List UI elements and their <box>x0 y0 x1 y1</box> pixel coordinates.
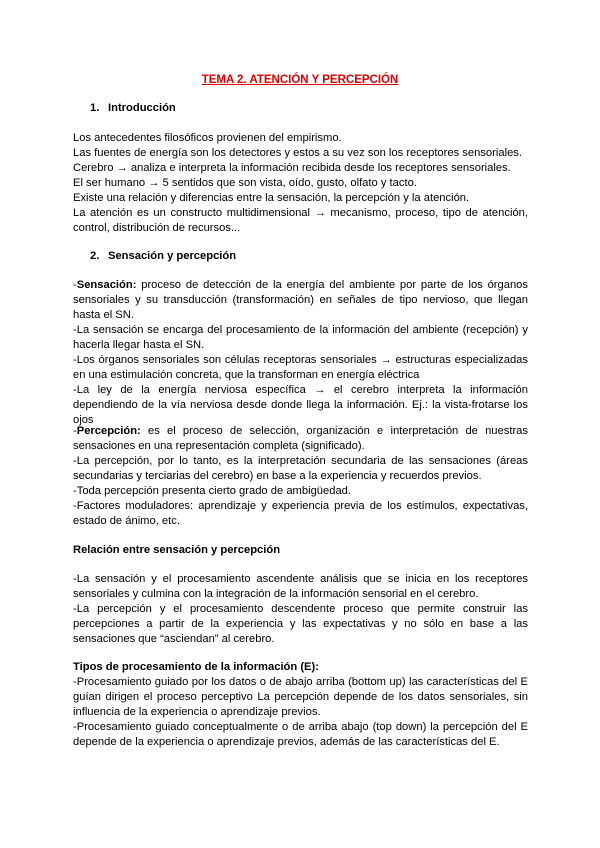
percepcion-item: -Factores moduladores: aprendizaje y experiencia previa de los estímulos, expectativas, estado de ánimo, etc. <box>73 500 528 527</box>
percepcion-block <box>73 424 528 529</box>
percepcion-item: -Toda percepción presenta cierto grado de ambigüedad. <box>73 485 352 497</box>
relacion-heading: Relación entre sensación y percepción <box>73 544 281 556</box>
section-2-heading <box>90 249 236 264</box>
section-2-number: 2. <box>90 250 100 262</box>
intro-line: Los antecedentes filosóficos provienen del empirismo. <box>73 132 342 144</box>
relacion-block <box>73 572 528 647</box>
intro-line: Cerebro → analiza e interpreta la información recibida desde los receptores sensoriales. <box>73 162 511 174</box>
sensacion-item: -La sensación se encarga del procesamiento de la información del ambiente (recepción) y hacerla llegar hasta el SN. <box>73 324 528 351</box>
percepcion-prefix: - <box>73 425 77 437</box>
sensacion-item: -Los órganos sensoriales son células receptoras sensoriales → estructuras especializadas en una estimulación concreta, que la transforman en energía eléctrica <box>73 354 528 381</box>
tipos-heading: Tipos de procesamiento de la información (E): <box>73 661 319 673</box>
tipos-item: -Procesamiento guiado por los datos o de abajo arriba (bottom up) las características del E guían dirigen el proceso perceptivo La percepción depende de los datos sensoriales, sin influencia de la experiencia o aprendizaje previos. <box>73 676 528 718</box>
sensacion-block <box>73 278 528 428</box>
document-title: TEMA 2. ATENCIÓN Y PERCEPCIÓN <box>201 74 399 86</box>
sensacion-term: Sensación: <box>76 279 137 291</box>
intro-line: Existe una relación y diferencias entre la sensación, la percepción y la atención. <box>73 192 470 204</box>
sensacion-text: proceso de detección de la energía del ambiente por parte de los órganos sensoriales y su transducción (transformación) en señales de tipo nervioso, que llegan hasta el SN. <box>73 279 528 321</box>
intro-line: La atención es un constructo multidimensional → mecanismo, proceso, tipo de atención, control, distribución de recursos... <box>73 207 528 234</box>
section-2-title: Sensación y percepción <box>108 250 237 262</box>
tipos-block <box>73 675 528 750</box>
section-1-heading <box>90 101 176 116</box>
relacion-item: -La percepción y el procesamiento descendente proceso que permite construir las percepciones a partir de la experiencia y las expectativas y no sólo en base a las sensaciones que “asciendan” al cerebro. <box>73 603 528 645</box>
percepcion-text: es el proceso de selección, organización e interpretación de nuestras sensaciones en una representación completa (significado). <box>73 425 528 452</box>
sensacion-definition <box>73 278 528 323</box>
tipos-item: -Procesamiento guiado conceptualmente o de arriba abajo (top down) la percepción del E depende de la experiencia o aprendizaje previos, además de las características del E. <box>73 721 528 748</box>
percepcion-definition <box>73 424 528 454</box>
percepcion-term: Percepción: <box>76 425 141 437</box>
section-1-body <box>73 131 528 236</box>
intro-line: El ser humano → 5 sentidos que son vista, oído, gusto, olfato y tacto. <box>73 177 417 189</box>
sensacion-prefix: - <box>73 279 77 291</box>
sensacion-item: -La ley de la energía nerviosa específica → el cerebro interpreta la información dependiendo de la vía nerviosa desde donde llega la información. Ej.: la vista-frotarse los ojos <box>73 384 528 426</box>
intro-line: Las fuentes de energía son los detectores y estos a su vez son los receptores sensoriales. <box>73 147 522 159</box>
section-1-title: Introducción <box>108 102 176 114</box>
section-1-number: 1. <box>90 102 100 114</box>
percepcion-item: -La percepción, por lo tanto, es la interpretación secundaria de las sensaciones (áreas secundarias y terciarias del cerebro) en base a la experiencia y recuerdos previos. <box>73 455 528 482</box>
relacion-item: -La sensación y el procesamiento ascendente análisis que se inicia en los receptores sensoriales y culmina con la integración de la información sensorial en el cerebro. <box>73 573 528 600</box>
